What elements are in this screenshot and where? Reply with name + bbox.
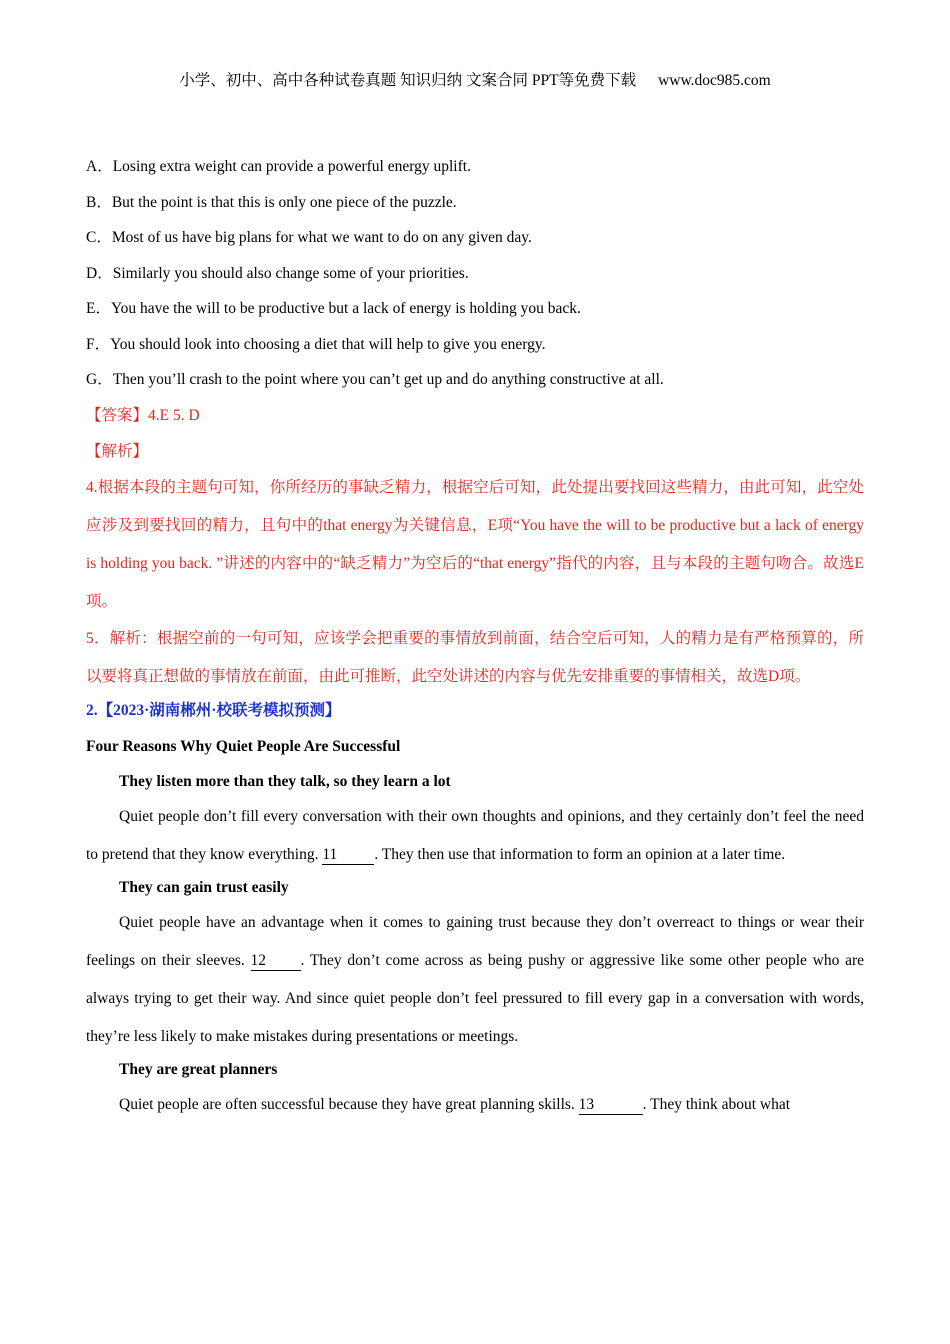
option-f: F．You should look into choosing a diet that will help to give you energy.	[86, 335, 546, 353]
option-g: G．Then you’ll crash to the point where you can’t get up and do anything constructive at all.	[86, 371, 664, 388]
blank-12: 12	[251, 952, 301, 971]
blank-11: 11	[322, 846, 374, 865]
answer-line: 【答案】4.E 5. D	[86, 406, 200, 424]
page-header	[0, 68, 950, 90]
paragraph-text: . They then use that information to form an opinion at a later time.	[374, 845, 786, 863]
header-site: www.doc985.com	[658, 72, 771, 89]
page-content	[86, 155, 864, 1126]
blank-13: 13	[579, 1096, 643, 1115]
analysis-paragraph-4: 4.根据本段的主题句可知，你所经历的事缺乏精力，根据空后可知，此处提出要找回这些精力，由此可知，此空处应涉及到要找回的精力，且句中的that energy为关键信息，E项“You have the will to be productive but a lack of energy is holding you back. ”讲述的内容中的“缺乏精力”为空后的“that energy”指代的内容，且与本段的主题句吻合。故选E项。	[86, 478, 864, 610]
header-text: 小学、初中、高中各种试卷真题 知识归纳 文案合同 PPT等免费下载	[179, 72, 637, 89]
option-c: C．Most of us have big plans for what we want to do on any given day.	[86, 229, 532, 246]
paragraph-text: . They think about what	[642, 1095, 791, 1113]
option-b: B．But the point is that this is only one piece of the puzzle.	[86, 193, 457, 211]
analysis-label: 【解析】	[86, 442, 149, 460]
option-d: D．Similarly you should also change some of your priorities.	[86, 264, 469, 282]
passage-title: Four Reasons Why Quiet People Are Successful	[86, 737, 401, 755]
section-paragraph	[86, 1086, 864, 1124]
paragraph-text: Quiet people are often successful because they have great planning skills.	[119, 1095, 579, 1113]
section-heading: They can gain trust easily	[119, 878, 289, 896]
question-title: 2.【2023·湖南郴州·校联考模拟预测】	[86, 701, 341, 719]
section-heading: They are great planners	[119, 1060, 278, 1078]
paragraph-text: Quiet people have an advantage when it comes to gaining trust because they don’t overreact to things or wear their feelings on their sleeves.	[86, 913, 864, 969]
analysis-paragraph-5: 5．解析：根据空前的一句可知，应该学会把重要的事情放到前面，结合空后可知，人的精力是有严格预算的，所以要将真正想做的事情放在前面，由此可推断，此空处讲述的内容与优先安排重要的事情相关，故选D项。	[86, 629, 864, 685]
option-list	[86, 155, 864, 404]
option-e: E．You have the will to be productive but a lack of energy is holding you back.	[86, 300, 581, 317]
option-a: A．Losing extra weight can provide a powerful energy uplift.	[86, 158, 471, 175]
section-heading: They listen more than they talk, so they learn a lot	[119, 772, 451, 790]
paragraph-text: . They don’t come across as being pushy or aggressive like some other people who are always trying to get their way. And since quiet people don’t feel pressured to fill every gap in a conversation with words, they’re less likely to make mistakes during presentations or meetings.	[86, 951, 864, 1045]
section-paragraph	[86, 904, 864, 1056]
section-paragraph	[86, 798, 864, 874]
paragraph-text: Quiet people don’t fill every conversation with their own thoughts and opinions, and they certainly don’t feel the need to pretend that they know everything.	[86, 807, 864, 863]
